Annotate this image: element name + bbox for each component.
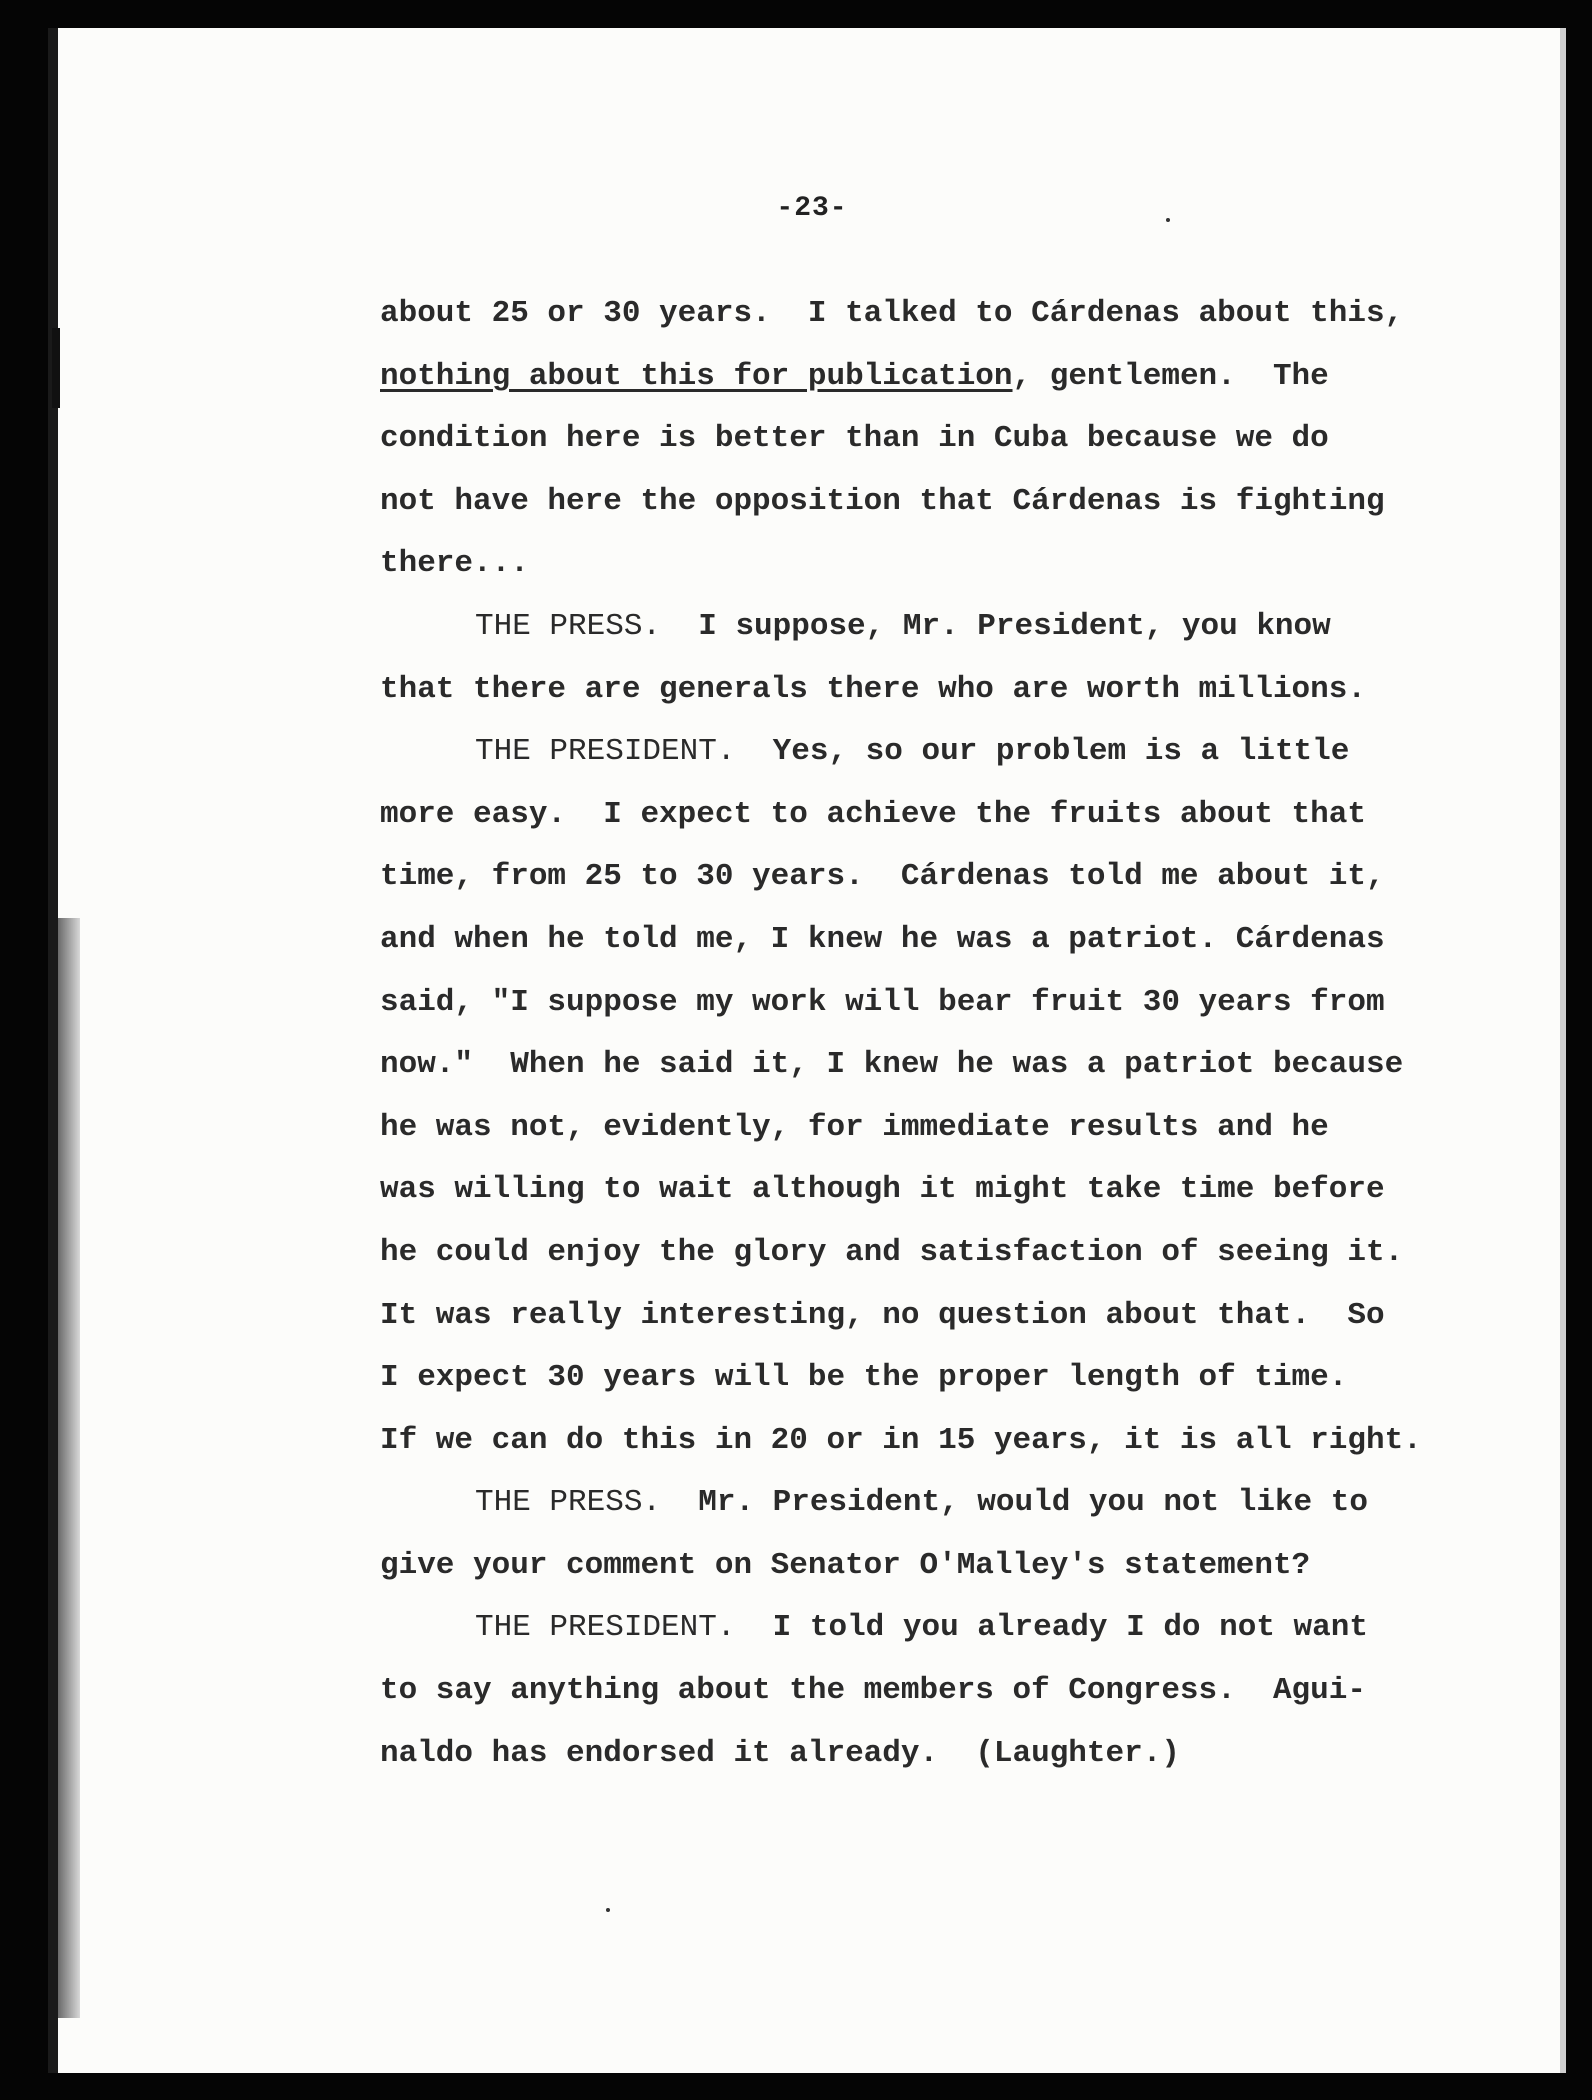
speaker-label: THE PRESS. (475, 1485, 662, 1521)
line-text: he was not, evidently, for immediate results and he (380, 1109, 1329, 1145)
line-text: was willing to wait although it might take time before (380, 1172, 1385, 1208)
line-text: , gentlemen. The (1012, 358, 1329, 394)
line-text: naldo has endorsed it already. (Laughter.) (380, 1735, 1180, 1771)
transcript-body (380, 283, 1500, 1785)
text-line (380, 1097, 1500, 1160)
text-line (380, 972, 1500, 1035)
text-line (380, 784, 1500, 847)
line-text: said, "I suppose my work will bear fruit 30 years from (380, 984, 1385, 1020)
line-text: more easy. I expect to achieve the fruits about that (380, 796, 1366, 832)
scan-speck (1166, 218, 1170, 222)
page-edge-shadow (58, 918, 80, 2018)
line-text: Mr. President, would you not like to (661, 1485, 1368, 1521)
text-line (380, 1347, 1500, 1410)
line-text: I expect 30 years will be the proper length of time. (380, 1360, 1348, 1396)
line-text: there... (380, 546, 529, 582)
line-text: that there are generals there who are worth millions. (380, 671, 1366, 707)
text-line (380, 1660, 1500, 1723)
line-text: he could enjoy the glory and satisfaction of seeing it. (380, 1234, 1404, 1270)
speaker-label: THE PRESS. (475, 608, 662, 644)
line-text: I told you already I do not want (735, 1610, 1368, 1646)
text-line (380, 846, 1500, 909)
line-text: I suppose, Mr. President, you know (661, 608, 1331, 644)
text-line (380, 408, 1500, 471)
line-text: Yes, so our problem is a little (735, 734, 1350, 770)
line-text: time, from 25 to 30 years. Cárdenas told me about it, (380, 859, 1385, 895)
text-line (380, 1285, 1500, 1348)
text-line (380, 471, 1500, 534)
line-text: If we can do this in 20 or in 15 years, it is all right. (380, 1422, 1422, 1458)
text-line (380, 283, 1500, 346)
page-number: -23- (776, 193, 848, 224)
text-line (380, 1472, 1500, 1535)
text-line (380, 596, 1500, 659)
line-text: give your comment on Senator O'Malley's statement? (380, 1547, 1311, 1583)
text-line (380, 721, 1500, 784)
text-line (380, 1159, 1500, 1222)
text-line (380, 1597, 1500, 1660)
text-line (380, 1034, 1500, 1097)
line-text: and when he told me, I knew he was a patriot. Cárdenas (380, 921, 1385, 957)
text-line (380, 1723, 1500, 1786)
text-line (380, 1410, 1500, 1473)
speaker-label: THE PRESIDENT. (475, 734, 736, 770)
line-text: about 25 or 30 years. I talked to Cárdenas about this, (380, 296, 1404, 331)
text-line (380, 1222, 1500, 1285)
document-page (48, 28, 1566, 2073)
speaker-label: THE PRESIDENT. (475, 1610, 736, 1646)
binding-mark (52, 328, 60, 408)
text-line (380, 659, 1500, 722)
scan-speck (606, 1908, 610, 1912)
line-text: not have here the opposition that Cárdenas is fighting (380, 483, 1385, 519)
underlined-text: nothing about this for publication (380, 358, 1013, 394)
line-text: now." When he said it, I knew he was a patriot because (380, 1047, 1404, 1083)
text-line (380, 533, 1500, 596)
text-line (380, 909, 1500, 972)
text-line (380, 346, 1500, 409)
line-text: It was really interesting, no question about that. So (380, 1297, 1385, 1333)
page-right-edge (1560, 28, 1566, 2073)
text-line (380, 1535, 1500, 1598)
line-text: condition here is better than in Cuba because we do (380, 421, 1329, 457)
line-text: to say anything about the members of Congress. Agui- (380, 1673, 1366, 1709)
